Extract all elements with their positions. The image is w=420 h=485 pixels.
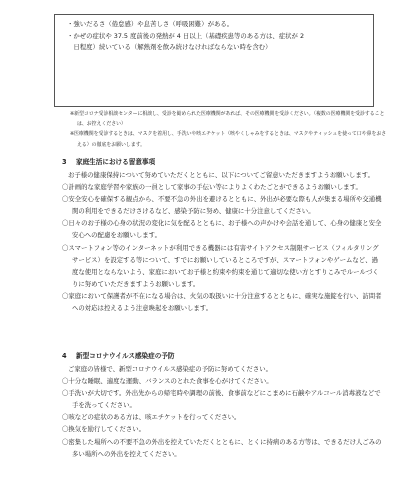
section-4-title: 新型コロナウイルス感染症の予防 <box>76 352 175 360</box>
section-3-intro: お子様の健康保持について努めていただくとともに、以下についてご留意いただきますようお願いします。 <box>68 171 374 179</box>
note-item: ※医療機関を受診するときは、マスクを着用し、手洗いや咳エチケット（咳やくしゃみをするときは、マスクやティッシュを使って口や鼻をおさえる）の徹底をお願いします。 <box>70 131 387 148</box>
section-4-item: 〇咳などの症状のある方は、咳エチケットを行ってください。 <box>62 413 241 422</box>
box-line: 日程度）続いている（解熱剤を飲み続けなければならない時を含む） <box>67 43 272 52</box>
section-3-number: 3 <box>62 158 67 166</box>
section-4-item: 〇換気を励行してください。 <box>62 425 146 434</box>
section-4 <box>62 350 382 460</box>
note-item: ※新型コロナ受診相談センターに相談し、受診を勧められた医療機関があれば、その医療機関を受診ください。（複数の医療機関を受診することは、お控えください） <box>70 111 385 128</box>
section-3-item: 〇家庭において保護者が不在になる場合は、火気の取扱いに十分注意するとともに、確実な施錠を行い、訪問者への対応は控えるよう注意喚起をお願いします。 <box>62 291 382 313</box>
section-3-item: 〇日々のお子様の心身の状況の変化に気を配るとともに、お子様への声かけや会話を通して、心身の健康と安全安心への配慮をお願いします。 <box>62 219 382 240</box>
section-3-heading <box>62 156 382 168</box>
section-3-item: 〇スマートフォン等のインターネットが利用できる機器には有害サイトアクセス制限サービス（フィルタリングサービス）を設定する等について、すでにお願いしているところですが、スマートフォンやゲームなど、過度な使用とならないよう、家庭においてお子様と約束や約束を通じて適切な使い方とすりこみでルールづくりに努めていただきますようお願いします。 <box>62 243 379 288</box>
section-3-title: 家庭生活における留意事項 <box>76 158 156 166</box>
section-3 <box>62 156 382 314</box>
notes-block <box>70 109 390 150</box>
section-4-item: 〇手洗いが大切です。外出先からの帰宅時や調理の前後、食事前などにこまめに石鹸やアルコール消毒液などで手を洗ってください。 <box>62 389 381 410</box>
section-4-intro: ご家庭の皆様で、新型コロナウイルス感染症の予防に努めてください。 <box>68 365 272 373</box>
section-3-item: 〇計画的な家庭学習や家族の一員として家事の手伝い等によりよくわたごとができるようお願いします。 <box>62 183 362 192</box>
symptoms-box <box>54 14 374 107</box>
box-line: ・強いだるさ（倦怠感）や息苦しさ（呼吸困難）がある。 <box>67 20 234 28</box>
section-4-number: 4 <box>62 352 67 360</box>
box-line: ・かぜの症状や 37.5 度前後の発熱が 4 日以上（基礎疾患等のある方は、症状が 2 <box>67 31 305 40</box>
section-3-item: 〇安全安心を確保する観点から、不要不急の外出を避けるとともに、外出が必要な際も人が集まる場所や交通機関の利用をできるだけさけるなど、感染予防に努め、健康に十分注意してください。 <box>62 195 382 216</box>
section-4-item: 〇密集した場所への不要不急の外出を控えていただくとともに、とくに持病のある方等は、できるだけ人ごみの多い場所への外出を控えてください。 <box>62 437 382 458</box>
section-4-item: 〇十分な睡眠、適度な運動、バランスのとれた食事を心がけてください。 <box>62 377 273 386</box>
section-4-heading <box>62 350 382 362</box>
